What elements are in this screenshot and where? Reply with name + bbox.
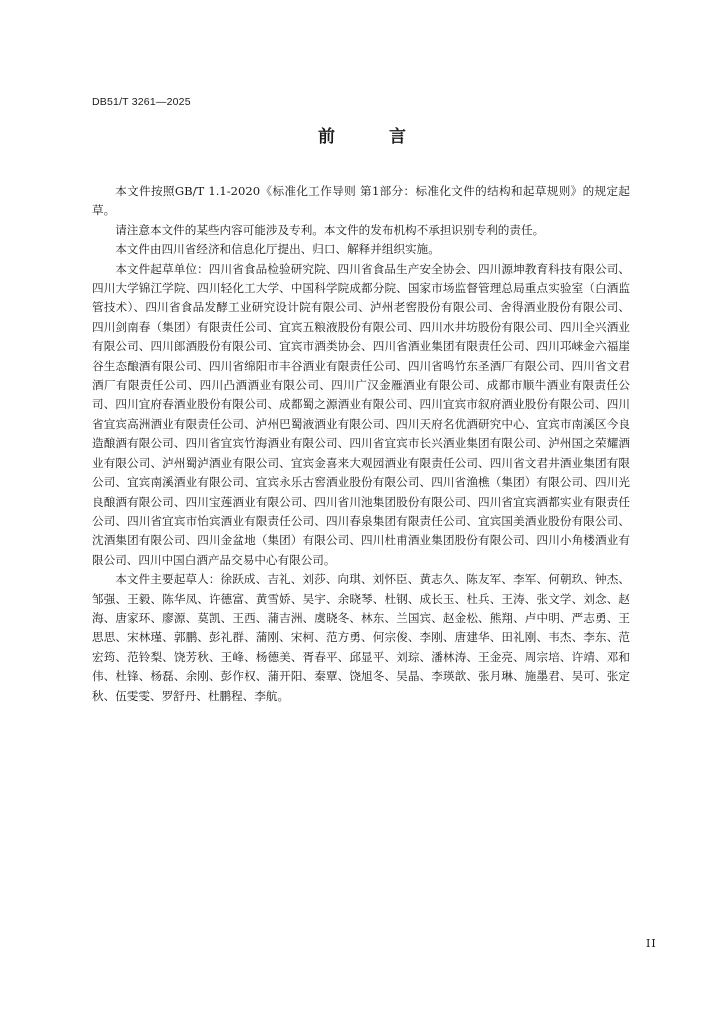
paragraph-drafting-units: 本文件起草单位：四川省食品检验研究院、四川省食品生产安全协会、四川源坤教育科技有限公司、四川大学锦江学院、四川轻化工大学、中国科学院成都分院、国家市场监督管理总局重点实验室（白酒监管技术）、四川省食品发酵工业研究设计院有限公司、泸州老窖股份有限公司、舍得酒业股份有限公司、四川剑南春（集团）有限责任公司、宜宾五粮液股份有限公司、四川水井坊股份有限公司、四川全兴酒业有限公司、四川郎酒股份有限公司、宜宾市酒类协会、四川省酒业集团有限责任公司、四川邛崃金六福崖谷生态酿酒有限公司、四川省绵阳市丰谷酒业有限责任公司、四川省鸣竹东圣酒厂有限公司、四川省文君酒厂有限责任公司、四川凸酒酒业有限公司、四川广汉金雁酒业有限公司、成都市顺牛酒业有限责任公司、四川宜府春酒业股份有限公司、成都蜀之源酒业有限公司、四川宜宾市叙府酒业股份有限公司、四川省宜宾高洲酒业有限责任公司、泸州巴蜀液酒业有限公司、四川天府名优酒研究中心、宜宾市南溪区今良造酿酒有限公司、四川省宜宾竹海酒业有限公司、四川省宜宾市长兴酒业集团有限公司、泸州国之荣耀酒业有限公司、泸州蜀泸酒业有限公司、宜宾金喜来大观园酒业有限责任公司、四川省文君井酒业集团有限公司、宜宾南溪酒业有限公司、宜宾永乐古窖酒业股份有限公司、四川省渔樵（集团）有限公司、四川光良酿酒有限公司、四川宝莲酒业有限公司、四川省川池集团股份有限公司、四川省宜宾酒都实业有限责任公司、四川省宜宾市怡宾酒业有限责任公司、四川春泉集团有限责任公司、宜宾国美酒业股份有限公司、沈酒集团有限公司、四川金盆地（集团）有限公司、四川杜甫酒业集团股份有限公司、四川小角楼酒业有限公司、四川中国白酒产品交易中心有限公司。	[92, 261, 630, 567]
page-number: II	[646, 937, 657, 950]
paragraph-drafters: 本文件主要起草人：徐跃成、吉礼、刘莎、向琪、刘怀臣、黄志久、陈友军、李军、何朝玖、钟杰、邹强、王毅、陈华凤、许德富、黄雪娇、吴宇、余晓琴、杜钢、成长玉、杜兵、王涛、张文学、刘念、赵海、唐家环、廖源、莫凯、王西、蒲吉洲、虞晓冬、林东、兰国宾、赵金松、熊翔、卢中明、严志勇、王思思、宋林瑾、郭鹏、彭礼群、蒲刚、宋柯、范方勇、何宗俊、李刚、唐建华、田礼刚、韦杰、李东、范宏筠、范铃梨、饶芳秋、王峰、杨德美、胥春平、邱显平、刘琮、潘林涛、王金亮、周宗培、许靖、邓和伟、杜锋、杨磊、余刚、彭作权、蒲开阳、秦覃、饶旭冬、吴晶、李瑛歆、张月琳、施墨君、吴可、张定秋、伍雯雯、罗舒丹、杜鹏程、李航。	[92, 572, 630, 703]
paragraph-structure-rules: 本文件按照GB/T 1.1-2020《标准化工作导则 第1部分：标准化文件的结构和起草规则》的规定起草。	[92, 184, 630, 218]
standard-code: DB51/T 3261—2025	[92, 96, 191, 108]
foreword-body	[92, 182, 630, 706]
page-title: 前 言	[318, 127, 430, 147]
paragraph-proposer: 本文件由四川省经济和信息化厅提出、归口、解释并组织实施。	[115, 242, 440, 257]
paragraph-patent-notice: 请注意本文件的某些内容可能涉及专利。本文件的发布机构不承担识别专利的责任。	[115, 222, 545, 237]
